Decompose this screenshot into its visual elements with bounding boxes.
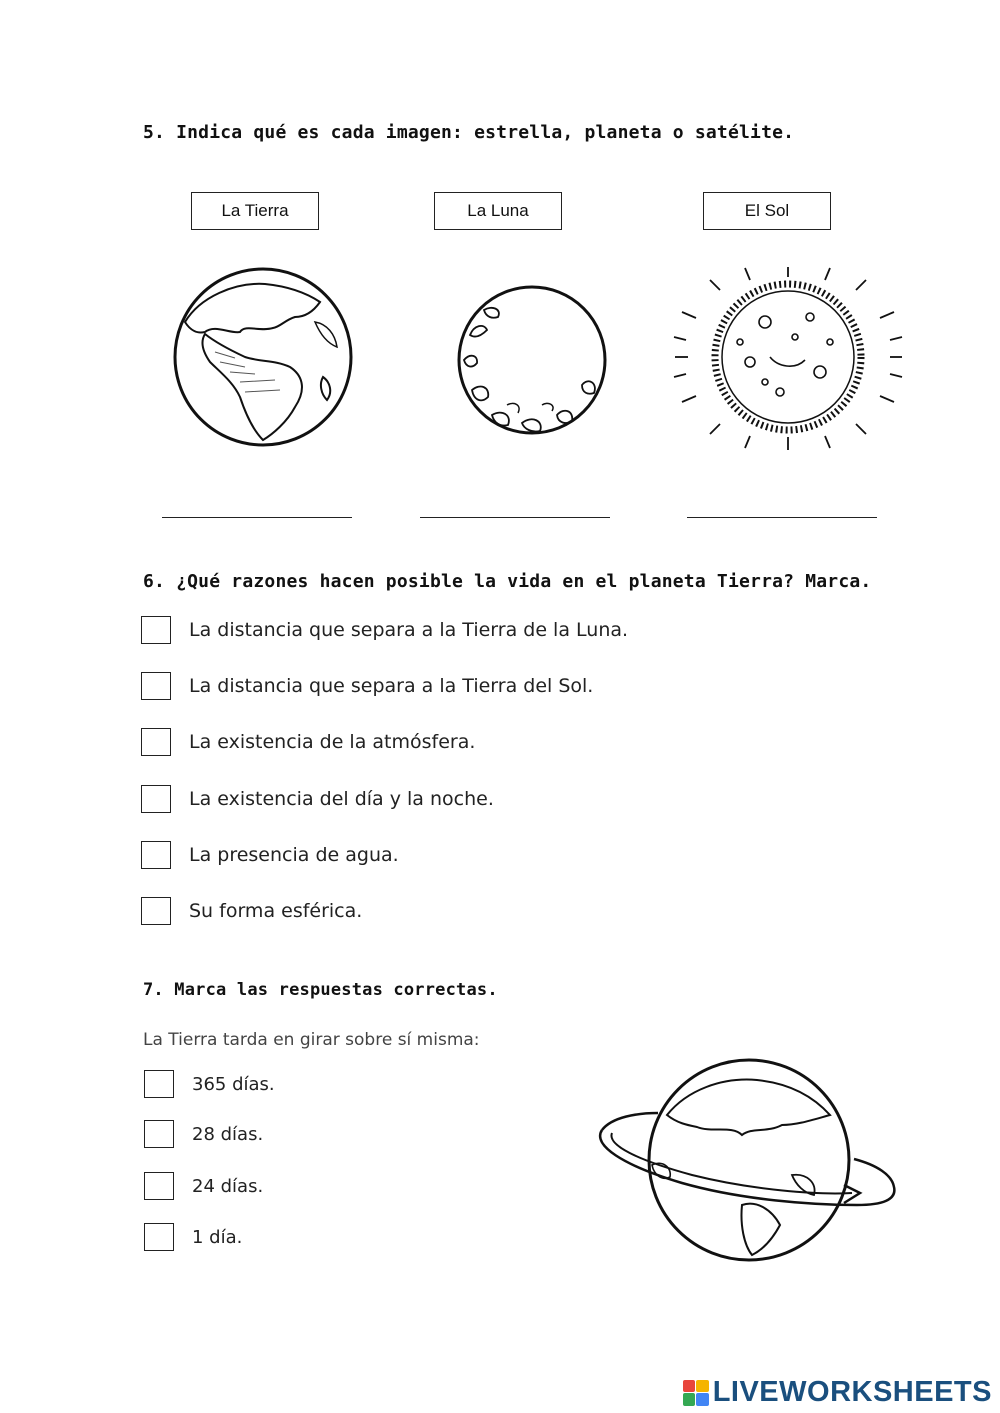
q7-option [144, 1120, 263, 1148]
q6-checkbox-4[interactable] [141, 785, 171, 813]
answer-line-3[interactable] [687, 517, 877, 518]
q7-option-label: 24 días. [192, 1175, 264, 1197]
q6-checkbox-5[interactable] [141, 841, 171, 869]
q7-option [144, 1172, 263, 1200]
q5-title: 5. Indica qué es cada imagen: estrella, planeta o satélite. [143, 122, 795, 143]
q6-option-label: Su forma esférica. [189, 900, 363, 922]
q6-option-label: La distancia que separa a la Tierra del Sol. [189, 675, 594, 697]
answer-line-2[interactable] [420, 517, 610, 518]
q6-option [141, 897, 362, 925]
sun-illustration [670, 262, 908, 457]
q6-checkbox-6[interactable] [141, 897, 171, 925]
q7-option-label: 365 días. [192, 1073, 275, 1095]
q7-checkbox-2[interactable] [144, 1120, 174, 1148]
q6-option [141, 785, 494, 813]
q6-option-label: La existencia de la atmósfera. [189, 731, 476, 753]
q7-title: 7. Marca las respuestas correctas. [143, 980, 498, 1000]
q6-title: 6. ¿Qué razones hacen posible la vida en el planeta Tierra? Marca. [143, 571, 872, 592]
q6-option-label: La existencia del día y la noche. [189, 788, 494, 810]
moon-illustration [412, 265, 650, 455]
q7-option [144, 1223, 242, 1251]
q7-checkbox-1[interactable] [144, 1070, 174, 1098]
answer-line-1[interactable] [162, 517, 352, 518]
q6-option [141, 616, 628, 644]
q6-option [141, 672, 593, 700]
q6-option-label: La distancia que separa a la Tierra de la Luna. [189, 619, 629, 641]
earth-illustration [145, 262, 383, 452]
q6-option [141, 841, 399, 869]
q6-checkbox-1[interactable] [141, 616, 171, 644]
q6-option-label: La presencia de agua. [189, 844, 399, 866]
brand-name: LIVEWORKSHEETS [712, 1376, 992, 1408]
liveworksheets-logo-icon [683, 1380, 709, 1406]
label-la-luna: La Luna [434, 192, 562, 230]
q6-checkbox-2[interactable] [141, 672, 171, 700]
q7-checkbox-4[interactable] [144, 1223, 174, 1251]
q6-option [141, 728, 475, 756]
rotating-earth-illustration [592, 1055, 907, 1265]
q7-option-label: 1 día. [192, 1226, 243, 1248]
q7-option-label: 28 días. [192, 1123, 264, 1145]
q6-checkbox-3[interactable] [141, 728, 171, 756]
q7-checkbox-3[interactable] [144, 1172, 174, 1200]
liveworksheets-brand [683, 1376, 992, 1409]
q7-option [144, 1070, 275, 1098]
label-la-tierra: La Tierra [191, 192, 319, 230]
label-el-sol: El Sol [703, 192, 831, 230]
q7-subtitle: La Tierra tarda en girar sobre sí misma: [143, 1030, 480, 1050]
